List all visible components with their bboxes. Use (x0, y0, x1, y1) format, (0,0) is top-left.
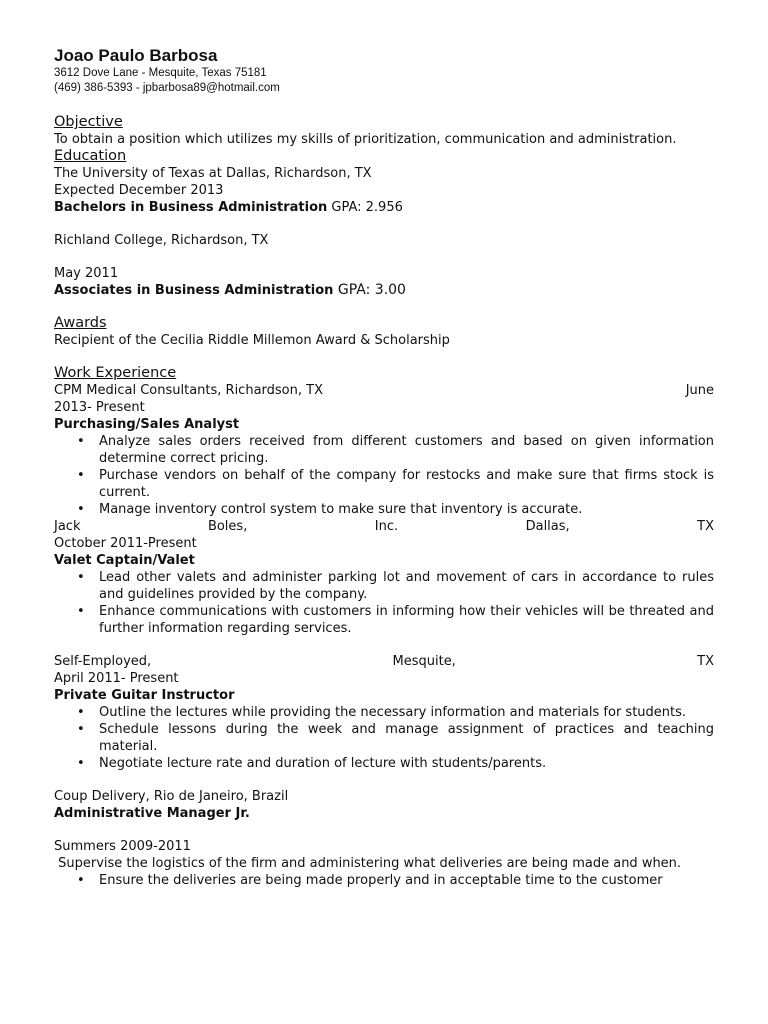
job-1-date-start: June (685, 383, 714, 398)
work-heading: Work Experience (54, 365, 177, 381)
phone-email-line: (469) 386-5393 - jpbarbosa89@hotmail.com (54, 82, 280, 94)
job-4-summary: Supervise the logistics of the firm and administering what deliveries are being made and when. (54, 856, 682, 871)
resume-page (54, 46, 714, 889)
school-1-date: Expected December 2013 (54, 183, 224, 198)
awards-heading: Awards (54, 315, 107, 331)
job-4-bullets (54, 872, 714, 889)
job-2-title: Valet Captain/Valet (54, 553, 195, 568)
job-1-company-line (54, 382, 714, 399)
job-3-bullets (54, 704, 714, 772)
list-item: • Outline the lectures while providing the necessary information and materials for students. (99, 704, 714, 721)
job-2-company-part: TX (697, 519, 714, 534)
job-4-company: Coup Delivery, Rio de Janeiro, Brazil (54, 789, 289, 804)
degree-1-line (54, 199, 714, 216)
job-2-company-line (54, 518, 714, 535)
degree-1: Bachelors in Business Administration (54, 200, 328, 215)
job-3-company-part: Self-Employed, (54, 654, 152, 669)
applicant-name: Joao Paulo Barbosa (54, 46, 218, 65)
job-4-date: Summers 2009-2011 (54, 839, 191, 854)
job-3-company-part: Mesquite, (392, 654, 456, 669)
school-1: The University of Texas at Dallas, Richardson, TX (54, 166, 372, 181)
gpa-2: GPA: 3.00 (333, 282, 406, 298)
gpa-1: GPA: 2.956 (327, 200, 403, 215)
job-3-date: April 2011- Present (54, 671, 179, 686)
job-1-date: 2013- Present (54, 400, 145, 415)
job-3-company-line (54, 653, 714, 670)
list-item: • Purchase vendors on behalf of the company for restocks and make sure that firms stock is current. (99, 467, 714, 501)
address-line: 3612 Dove Lane - Mesquite, Texas 75181 (54, 67, 267, 79)
job-1-company: CPM Medical Consultants, Richardson, TX (54, 383, 323, 398)
list-item: • Schedule lessons during the week and manage assignment of practices and teaching material. (99, 721, 714, 755)
job-4-title: Administrative Manager Jr. (54, 806, 250, 821)
list-item: • Enhance communications with customers in informing how their vehicles will be threated and further information regarding services. (99, 603, 714, 637)
job-2-date: October 2011-Present (54, 536, 197, 551)
objective-text: To obtain a position which utilizes my skills of prioritization, communication and administration. (54, 132, 677, 147)
objective-heading: Objective (54, 114, 123, 130)
list-item: • Lead other valets and administer parking lot and movement of cars in accordance to rules and guidelines provided by the company. (99, 569, 714, 603)
job-2-company-part: Boles, (207, 519, 248, 534)
education-heading: Education (54, 148, 127, 164)
job-2-company-part: Dallas, (525, 519, 570, 534)
job-2-company-part: Jack (54, 519, 81, 534)
job-2-company-part: Inc. (374, 519, 399, 534)
school-2-date: May 2011 (54, 266, 119, 281)
degree-2: Associates in Business Administration (54, 283, 334, 298)
list-item: • Negotiate lecture rate and duration of lecture with students/parents. (99, 755, 714, 772)
degree-2-line (54, 282, 714, 299)
list-item: • Ensure the deliveries are being made properly and in acceptable time to the customer (99, 872, 714, 889)
job-1-bullets (54, 433, 714, 518)
award-text: Recipient of the Cecilia Riddle Millemon Award & Scholarship (54, 333, 450, 348)
job-3-company-part: TX (697, 654, 714, 669)
school-2: Richland College, Richardson, TX (54, 233, 269, 248)
job-3-title: Private Guitar Instructor (54, 688, 235, 703)
list-item: • Analyze sales orders received from different customers and based on given information determine correct pricing. (99, 433, 714, 467)
job-1-title: Purchasing/Sales Analyst (54, 417, 240, 432)
list-item: • Manage inventory control system to make sure that inventory is accurate. (99, 501, 714, 518)
job-2-bullets (54, 569, 714, 637)
